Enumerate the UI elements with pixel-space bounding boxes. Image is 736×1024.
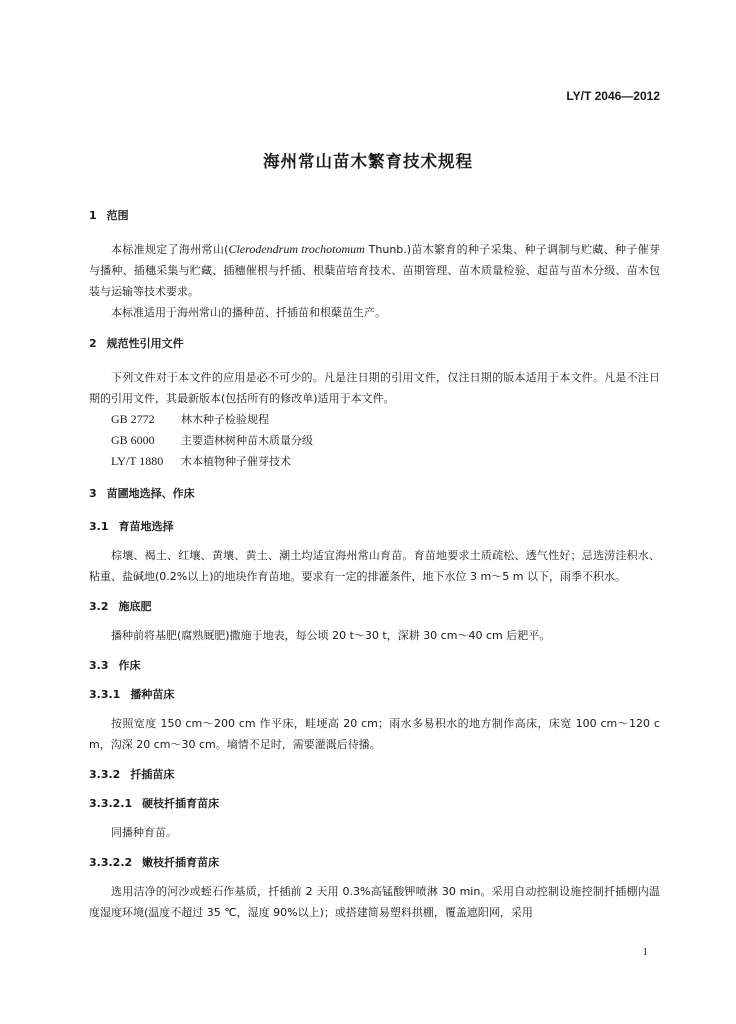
heading-3-3-1: 3.3.1 播种苗床 bbox=[89, 688, 175, 701]
para-3-3-2-1: 同播种育苗。 bbox=[111, 826, 177, 839]
heading-3-3-2-2: 3.3.2.2 嫩枝扦插育苗床 bbox=[89, 856, 220, 869]
ref-item: GB 2772 林木种子检验规程 bbox=[111, 412, 269, 426]
para-3-1: 棕壤、褐土、红壤、黄壤、黄土、潮土均适宜海州常山育苗。育苗地要求土质疏松、透气性好；忌选涝洼积水、粘重、盐碱地(0.2%以上)的地块作育苗地。要求有一定的排灌条件，地下水位 3 m～5 m 以下，雨季不积水。 bbox=[89, 549, 660, 583]
para-3-2: 播种前将基肥(腐熟厩肥)撒施于地表，每公顷 20 t～30 t，深耕 30 cm～40 cm 后耙平。 bbox=[111, 629, 551, 642]
para-2-1: 下列文件对于本文件的应用是必不可少的。凡是注日期的引用文件，仅注日期的版本适用于本文件。凡是不注日期的引用文件，其最新版本(包括所有的修改单)适用于本文件。 bbox=[89, 371, 660, 405]
heading-3-3-2: 3.3.2 扦插苗床 bbox=[89, 768, 175, 781]
heading-3-1: 3.1 育苗地选择 bbox=[89, 520, 174, 533]
ref-item: LY/T 1880 木本植物种子催芽技术 bbox=[111, 454, 291, 468]
para-1-1: 本标准规定了海州常山(Clerodendrum trochotomum Thunb.)苗木繁育的种子采集、种子调制与贮藏、种子催芽与播种、插穗采集与贮藏、插穗催根与扦插、根蘖苗培育技术、苗期管理、苗木质量检验、起苗与苗木分级、苗木包装与运输等技术要求。 bbox=[89, 242, 660, 298]
heading-3-3-2-1: 3.3.2.1 硬枝扦插育苗床 bbox=[89, 797, 220, 810]
heading-2: 2 规范性引用文件 bbox=[89, 337, 184, 350]
para-3-3-2-2: 选用洁净的河沙或蛭石作基质，扦插前 2 天用 0.3%高锰酸钾喷淋 30 min。采用自动控制设施控制扦插棚内温度湿度环境(温度不超过 35 ℃，湿度 90%以上)；或搭建简易塑料拱棚，覆盖遮阳网，采用 bbox=[89, 885, 660, 919]
para-3-3-1: 按照宽度 150 cm～200 cm 作平床，畦埂高 20 cm；雨水多易积水的地方制作高床，床宽 100 cm～120 cm，沟深 20 cm～30 cm。墒情不足时，需要灌溉后待播。 bbox=[89, 717, 660, 751]
heading-3-2: 3.2 施底肥 bbox=[89, 600, 152, 613]
page-number: 1 bbox=[642, 946, 648, 958]
para-1-2: 本标准适用于海州常山的播种苗、扦插苗和根蘖苗生产。 bbox=[111, 306, 386, 319]
document-body bbox=[89, 200, 660, 923]
ref-item: GB 6000 主要造林树种苗木质量分级 bbox=[111, 433, 313, 447]
heading-3-3: 3.3 作床 bbox=[89, 659, 141, 672]
heading-1: 1 范围 bbox=[89, 209, 129, 222]
document-title: 海州常山苗木繁育技术规程 bbox=[263, 152, 473, 171]
heading-3: 3 苗圃地选择、作床 bbox=[89, 487, 195, 500]
standard-code: LY/T 2046—2012 bbox=[566, 89, 660, 103]
